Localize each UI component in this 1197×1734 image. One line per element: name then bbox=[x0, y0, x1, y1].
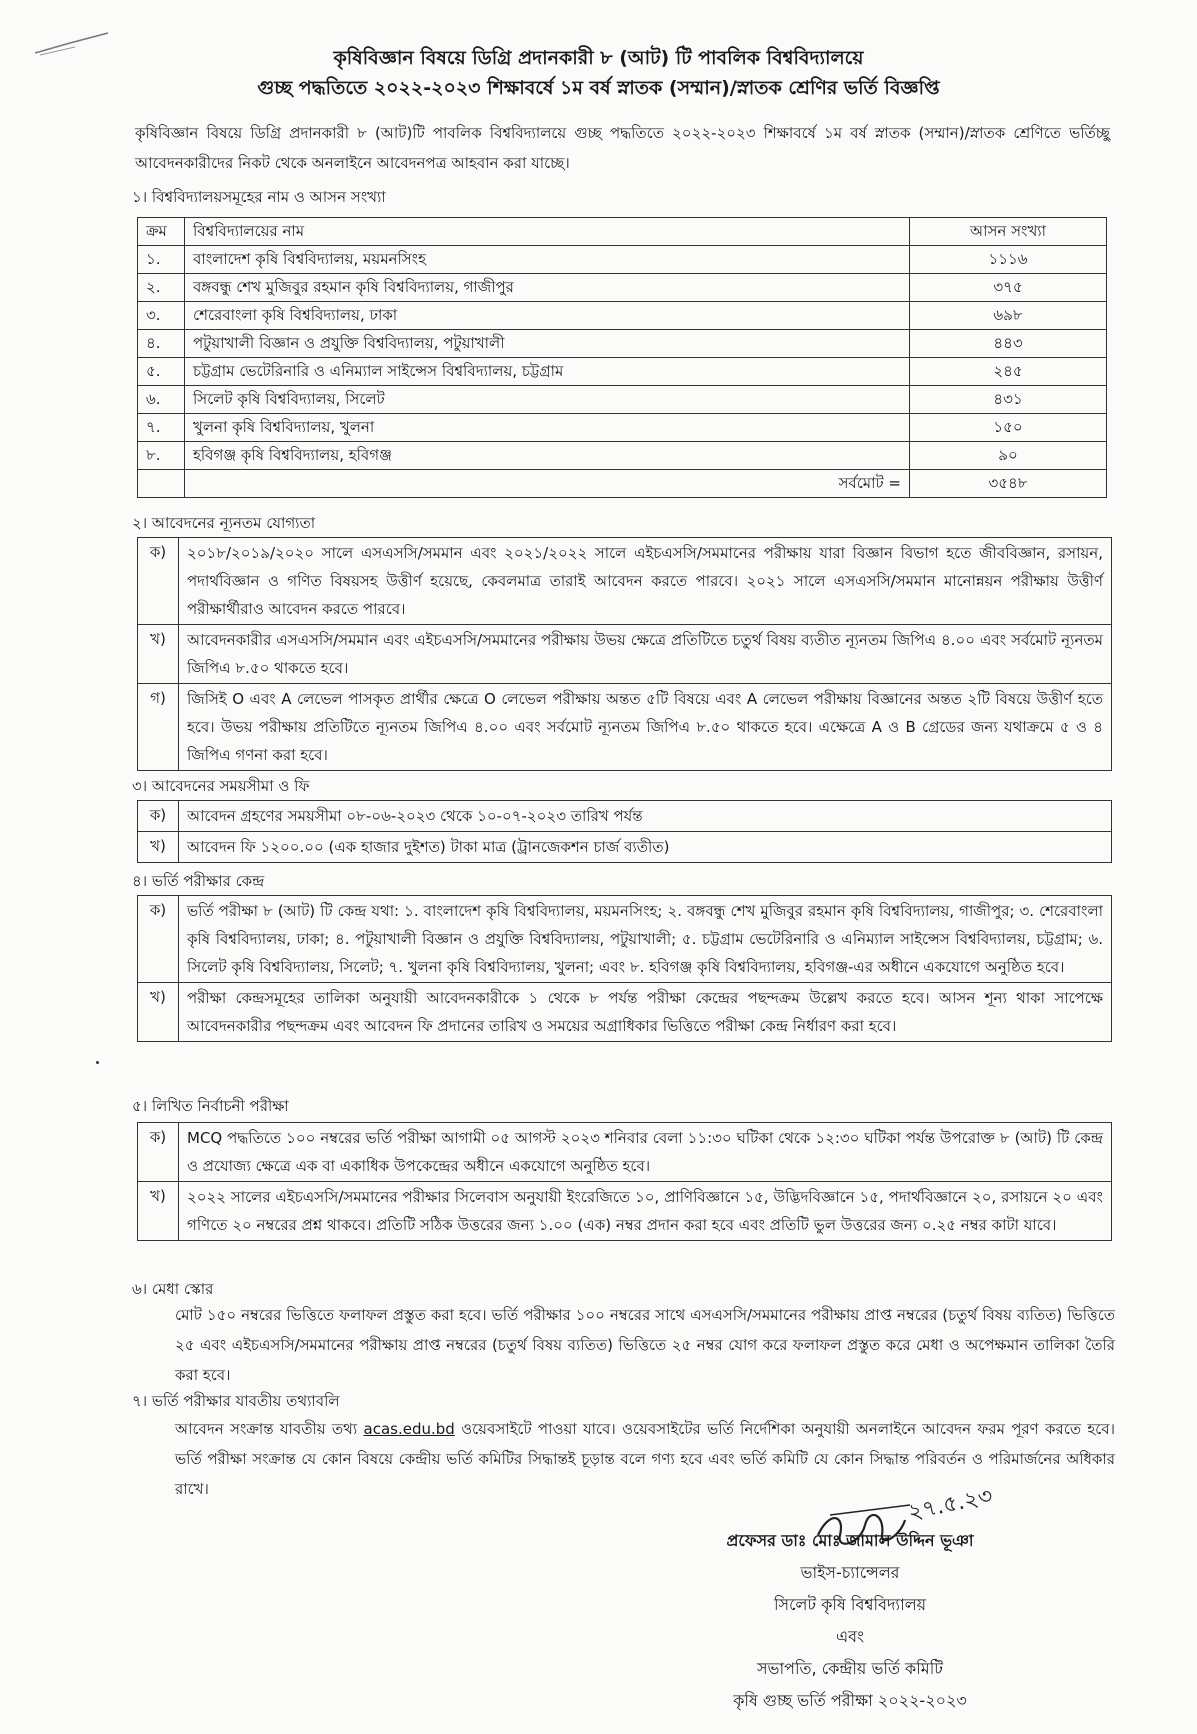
list-item bbox=[138, 538, 1112, 625]
scan-speck bbox=[96, 1061, 99, 1064]
row-serial: ৮. bbox=[138, 442, 185, 470]
signatory-university: সিলেট কৃষি বিশ্ববিদ্যালয় bbox=[773, 1595, 927, 1614]
row-serial: ৫. bbox=[138, 358, 185, 386]
row-seat-count: ১১১৬ bbox=[910, 246, 1107, 274]
item-text: আবেদন গ্রহণের সময়সীমা ০৮-০৬-২০২৩ থেকে ১০-০৭-২০২৩ তারিখ পর্যন্ত bbox=[179, 801, 1112, 832]
item-key: ক) bbox=[138, 1123, 179, 1182]
item-key: গ) bbox=[138, 684, 179, 771]
header-seat-count: আসন সংখ্যা bbox=[910, 218, 1107, 246]
item-text: আবেদন ফি ১২০০.০০ (এক হাজার দুইশত) টাকা মাত্র (ট্রানজেকশন চার্জ ব্যতীত) bbox=[179, 832, 1112, 863]
total-label: সর্বমোট = bbox=[185, 470, 910, 498]
notice-title-line-1: কৃষিবিজ্ঞান বিষয়ে ডিগ্রি প্রদানকারী ৮ (আট) টি পাবলিক বিশ্ববিদ্যালয়ে bbox=[333, 47, 864, 69]
item-text: ভর্তি পরীক্ষা ৮ (আট) টি কেন্দ্র যথা: ১. বাংলাদেশ কৃষি বিশ্ববিদ্যালয়, ময়মনসিংহ; ২. বঙ্গবন্ধু শেখ মুজিবুর রহমান কৃষি বিশ্ববিদ্যালয়, গাজীপুর; ৩. শেরেবাংলা কৃষি বিশ্ববিদ্যালয়, ঢাকা; ৪. পটুয়াখালী বিজ্ঞান ও প্রযুক্তি বিশ্ববিদ্যালয়, পটুয়াখালী; ৫. চট্টগ্রাম ভেটেরিনারি ও এনিম্যাল সাইন্সেস বিশ্ববিদ্যালয়, চট্টগ্রাম; ৬. সিলেট কৃষি বিশ্ববিদ্যালয়, সিলেট; ৭. খুলনা কৃষি বিশ্ববিদ্যালয়, খুলনা; এবং ৮. হবিগঞ্জ কৃষি বিশ্ববিদ্যালয়, হবিগঞ্জ-এর অধীনে একযোগে অনুষ্ঠিত হবে। bbox=[179, 896, 1112, 983]
row-serial: ২. bbox=[138, 274, 185, 302]
table-row bbox=[138, 442, 1107, 470]
university-seat-table bbox=[137, 217, 1107, 498]
website-link[interactable]: acas.edu.bd bbox=[363, 1420, 455, 1438]
written-exam-table bbox=[137, 1122, 1112, 1241]
row-seat-count: ১৫০ bbox=[910, 414, 1107, 442]
row-seat-count: ৪৩১ bbox=[910, 386, 1107, 414]
item-key: খ) bbox=[138, 983, 179, 1042]
total-seat-count: ৩৫৪৮ bbox=[910, 470, 1107, 498]
list-item bbox=[138, 625, 1112, 684]
info-text-after: ওয়েবসাইটে পাওয়া যাবে। ওয়েবসাইটের ভর্তি নির্দেশিকা অনুযায়ী অনলাইনে আবেদন ফরম পূরণ করতে হবে। ভর্তি পরীক্ষা সংক্রান্ত যে কোন বিষয়ে কেন্দ্রীয় ভর্তি কমিটির সিদ্ধান্তই চূড়ান্ত বলে গণ্য হবে এবং ভর্তি কমিটি যে কোন সিদ্ধান্ত পরিবর্তন ও পরিমার্জনের অধিকার রাখে। bbox=[175, 1420, 1115, 1498]
signatory-and: এবং bbox=[836, 1627, 864, 1646]
row-university-name: চট্টগ্রাম ভেটেরিনারি ও এনিম্যাল সাইন্সেস বিশ্ববিদ্যালয়, চট্টগ্রাম bbox=[185, 358, 910, 386]
signature-date: ২৭.৫.২৩ bbox=[906, 1483, 995, 1526]
section-5-heading: ৫। লিখিত নির্বাচনী পরীক্ষা bbox=[132, 1097, 289, 1115]
merit-score-paragraph: মোট ১৫০ নম্বরের ভিত্তিতে ফলাফল প্রস্তুত করা হবে। ভর্তি পরীক্ষার ১০০ নম্বরের সাথে এসএসসি/সমমানের পরীক্ষায় প্রাপ্ত নম্বরের (চতুর্থ বিষয় ব্যতিত) ভিত্তিতে ২৫ এবং এইচএসসি/সমমানের পরীক্ষায় প্রাপ্ত নম্বরের (চতুর্থ বিষয় ব্যতিত) ভিত্তিতে ২৫ নম্বর যোগ করে ফলাফল প্রস্তুত করে মেধা ও অপেক্ষমান তালিকা তৈরি করা হবে। bbox=[175, 1306, 1115, 1384]
row-seat-count: ৯০ bbox=[910, 442, 1107, 470]
table-row bbox=[138, 414, 1107, 442]
item-key: খ) bbox=[138, 625, 179, 684]
row-seat-count: ৬৯৮ bbox=[910, 302, 1107, 330]
list-item bbox=[138, 832, 1112, 863]
table-row bbox=[138, 246, 1107, 274]
table-row bbox=[138, 386, 1107, 414]
signatory-name: প্রফেসর ডাঃ মোঃ জামাল উদ্দিন ভূঞা bbox=[726, 1531, 974, 1550]
item-key: ক) bbox=[138, 896, 179, 983]
signatory-committee: কৃষি গুচ্ছ ভর্তি পরীক্ষা ২০২২-২০২৩ bbox=[733, 1691, 967, 1710]
table-total-row bbox=[138, 470, 1107, 498]
signatory-title: ভাইস-চ্যান্সেলর bbox=[800, 1563, 900, 1582]
notice-title-line-2: গুচ্ছ পদ্ধতিতে ২০২২-২০২৩ শিক্ষাবর্ষে ১ম বর্ষ স্নাতক (সম্মান)/স্নাতক শ্রেণির ভর্তি বিজ্ঞপ্তি bbox=[257, 77, 940, 99]
list-item bbox=[138, 983, 1112, 1042]
total-empty-cell bbox=[138, 470, 185, 498]
row-university-name: বাংলাদেশ কৃষি বিশ্ববিদ্যালয়, ময়মনসিংহ bbox=[185, 246, 910, 274]
row-university-name: শেরেবাংলা কৃষি বিশ্ববিদ্যালয়, ঢাকা bbox=[185, 302, 910, 330]
row-university-name: হবিগঞ্জ কৃষি বিশ্ববিদ্যালয়, হবিগঞ্জ bbox=[185, 442, 910, 470]
row-serial: ৬. bbox=[138, 386, 185, 414]
section-1-heading: ১। বিশ্ববিদ্যালয়সমূহের নাম ও আসন সংখ্যা bbox=[132, 188, 386, 206]
row-serial: ৪. bbox=[138, 330, 185, 358]
header-serial: ক্রম bbox=[138, 218, 185, 246]
row-university-name: বঙ্গবন্ধু শেখ মুজিবুর রহমান কৃষি বিশ্ববিদ্যালয়, গাজীপুর bbox=[185, 274, 910, 302]
list-item bbox=[138, 1182, 1112, 1241]
row-university-name: সিলেট কৃষি বিশ্ববিদ্যালয়, সিলেট bbox=[185, 386, 910, 414]
item-text: ২০১৮/২০১৯/২০২০ সালে এসএসসি/সমমান এবং ২০২১/২০২২ সালে এইচএসসি/সমমানের পরীক্ষায় যারা বিজ্ঞান বিভাগ হতে জীববিজ্ঞান, রসায়ন, পদার্থবিজ্ঞান ও গণিত বিষয়সহ উত্তীর্ণ হয়েছে, কেবলমাত্র তারাই আবেদন করতে পারবে। ২০২১ সালে এসএসসি/সমমান মানোন্নয়ন পরীক্ষায় উত্তীর্ণ পরীক্ষার্থীরাও আবেদন করতে পারবে। bbox=[179, 538, 1112, 625]
row-seat-count: ২৪৫ bbox=[910, 358, 1107, 386]
table-header-row bbox=[138, 218, 1107, 246]
row-serial: ৩. bbox=[138, 302, 185, 330]
row-university-name: পটুয়াখালী বিজ্ঞান ও প্রযুক্তি বিশ্ববিদ্যালয়, পটুয়াখালী bbox=[185, 330, 910, 358]
item-text: জিসিই O এবং A লেভেল পাসকৃত প্রার্থীর ক্ষেত্রে O লেভেল পরীক্ষায় অন্তত ৫টি বিষয়ে এবং A লেভেল পরীক্ষায় বিজ্ঞানের অন্তত ২টি বিষয়ে উত্তীর্ণ হতে হবে। উভয় পরীক্ষায় প্রতিটিতে ন্যূনতম জিপিএ ৪.০০ এবং সর্বমোট ন্যূনতম জিপিএ ৮.৫০ থাকতে হবে। এক্ষেত্রে A ও B গ্রেডের জন্য যথাক্রমে ৫ ও ৪ জিপিএ গণনা করা হবে। bbox=[179, 684, 1112, 771]
list-item bbox=[138, 801, 1112, 832]
exam-center-table bbox=[137, 895, 1112, 1042]
list-item bbox=[138, 684, 1112, 771]
item-key: খ) bbox=[138, 1182, 179, 1241]
deadline-fee-table bbox=[137, 800, 1112, 863]
row-seat-count: ৩৭৫ bbox=[910, 274, 1107, 302]
table-row bbox=[138, 330, 1107, 358]
signatory-role: সভাপতি, কেন্দ্রীয় ভর্তি কমিটি bbox=[756, 1659, 943, 1678]
item-text: আবেদনকারীর এসএসসি/সমমান এবং এইচএসসি/সমমানের পরীক্ষায় উভয় ক্ষেত্রে প্রতিটিতে চতুর্থ বিষয় ব্যতীত ন্যূনতম জিপিএ ৪.০০ এবং সর্বমোট ন্যূনতম জিপিএ ৮.৫০ থাকতে হবে। bbox=[179, 625, 1112, 684]
list-item bbox=[138, 896, 1112, 983]
info-text-before: আবেদন সংক্রান্ত যাবতীয় তথ্য bbox=[175, 1420, 364, 1438]
row-serial: ৭. bbox=[138, 414, 185, 442]
section-7-heading: ৭। ভর্তি পরীক্ষার যাবতীয় তথ্যাবলি bbox=[132, 1392, 340, 1410]
table-row bbox=[138, 302, 1107, 330]
item-key: খ) bbox=[138, 832, 179, 863]
list-item bbox=[138, 1123, 1112, 1182]
row-serial: ১. bbox=[138, 246, 185, 274]
section-6-heading: ৬। মেধা স্কোর bbox=[132, 1280, 214, 1298]
eligibility-table bbox=[137, 537, 1112, 771]
row-university-name: খুলনা কৃষি বিশ্ববিদ্যালয়, খুলনা bbox=[185, 414, 910, 442]
table-row bbox=[138, 274, 1107, 302]
item-text: পরীক্ষা কেন্দ্রসমূহের তালিকা অনুযায়ী আবেদনকারীকে ১ থেকে ৮ পর্যন্ত পরীক্ষা কেন্দ্রের পছন্দক্রম উল্লেখ করতে হবে। আসন শূন্য থাকা সাপেক্ষে আবেদনকারীর পছন্দক্রম এবং আবেদন ফি প্রদানের তারিখ ও সময়ের অগ্রাধিকার ভিত্তিতে পরীক্ষা কেন্দ্র নির্ধারণ করা হবে। bbox=[179, 983, 1112, 1042]
header-university-name: বিশ্ববিদ্যালয়ের নাম bbox=[185, 218, 910, 246]
item-text: MCQ পদ্ধতিতে ১০০ নম্বরের ভর্তি পরীক্ষা আগামী ০৫ আগস্ট ২০২৩ শনিবার বেলা ১১:৩০ ঘটিকা থেকে ১২:৩০ ঘটিকা পর্যন্ত উপরোক্ত ৮ (আট) টি কেন্দ্র ও প্রযোজ্য ক্ষেত্রে এক বা একাধিক উপকেন্দ্রের অধীনে একযোগে অনুষ্ঠিত হবে। bbox=[179, 1123, 1112, 1182]
section-3-heading: ৩। আবেদনের সময়সীমা ও ফি bbox=[132, 777, 310, 795]
table-row bbox=[138, 358, 1107, 386]
item-key: ক) bbox=[138, 538, 179, 625]
signatory-block bbox=[640, 1525, 1060, 1717]
section-4-heading: ৪। ভর্তি পরীক্ষার কেন্দ্র bbox=[132, 872, 265, 890]
row-seat-count: ৪৪৩ bbox=[910, 330, 1107, 358]
section-2-heading: ২। আবেদনের ন্যূনতম যোগ্যতা bbox=[132, 514, 316, 532]
item-key: ক) bbox=[138, 801, 179, 832]
intro-paragraph: কৃষিবিজ্ঞান বিষয়ে ডিগ্রি প্রদানকারী ৮ (আট)টি পাবলিক বিশ্ববিদ্যালয়ে গুচ্ছ পদ্ধতিতে ২০২২-২০২৩ শিক্ষাবর্ষে ১ম বর্ষ স্নাতক (সম্মান)/স্নাতক শ্রেণিতে ভর্তিচ্ছু আবেদনকারীদের নিকট থেকে অনলাইনে আবেদনপত্র আহবান করা যাচ্ছে। bbox=[135, 124, 1110, 172]
item-text: ২০২২ সালের এইচএসসি/সমমানের পরীক্ষার সিলেবাস অনুযায়ী ইংরেজিতে ১০, প্রাণিবিজ্ঞানে ১৫, উদ্ভিদবিজ্ঞানে ১৫, পদার্থবিজ্ঞানে ২০, রসায়নে ২০ এবং গণিতে ২০ নম্বরের প্রশ্ন থাকবে। প্রতিটি সঠিক উত্তরের জন্য ১.০০ (এক) নম্বর প্রদান করা হবে এবং প্রতিটি ভুল উত্তরের জন্য ০.২৫ নম্বর কাটা যাবে। bbox=[179, 1182, 1112, 1241]
